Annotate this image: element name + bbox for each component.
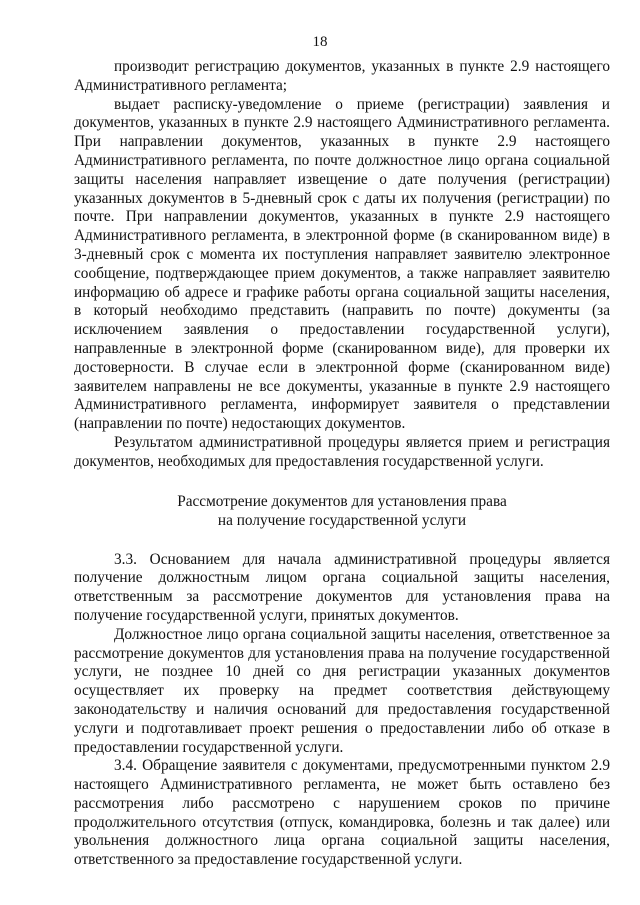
section-heading-line-2: на получение государственной услуги — [217, 511, 467, 529]
paragraph-3-4: 3.4. Обращение заявителя с документами, предусмотренными пунктом 2.9 настоящего Административного регламента, не может быть оставлено без рассмотрения либо рассмотрено с нарушением сроков по причине продолжительного отсутствия (отпуск, командировка, болезнь и так далее) или увольнения должностного лица органа социальной защиты населения, ответственного за предоставление государственной услуги. — [74, 757, 610, 869]
section-heading-line-1: Рассмотрение документов для установления права — [177, 492, 507, 510]
paragraph-result: Результатом административной процедуры является прием и регистрация документов, необходимых для предоставления государственной услуги. — [74, 433, 610, 470]
page-number: 18 — [312, 34, 328, 50]
paragraph-registration: производит регистрацию документов, указанных в пункте 2.9 настоящего Административного регламента; — [74, 58, 610, 94]
paragraph-review-official: Должностное лицо органа социальной защиты населения, ответственное за рассмотрение документов для установления права на получение государственной услуги, не позднее 10 дней со дня регистрации указанных документов осуществляет их проверку на предмет соответствия действующему законодательству и наличия оснований для предоставления государственной услуги и подготавливает проект решения о предоставлении либо об отказе в предоставлении государственной услуги. — [74, 625, 610, 756]
document-body — [74, 58, 610, 870]
spacer — [74, 530, 610, 551]
paragraph-receipt-notice: выдает расписку-уведомление о приеме (регистрации) заявления и документов, указанных в пункте 2.9 настоящего Административного регламента. При направлении документов, указанных в пункте 2.9 настоящего Административного регламента, по почте должностное лицо органа социальной защиты населения направляет извещение о дате получения (регистрации) указанных документов в 5-дневный срок с даты их получения (регистрации) по почте. При направлении документов, указанных в пункте 2.9 настоящего Административного регламента, в электронной форме (в сканированном виде) в 3-дневный срок с момента их поступления направляет заявителю электронное сообщение, подтверждающее прием документов, а также направляет заявителю информацию об адресе и графике работы органа социальной защиты населения, в который необходимо представить (направить по почте) документы (за исключением заявления о предоставлении государственной услуги), направленные в электронной форме (сканированном виде), для проверки их достоверности. В случае если в электронной форме (сканированном виде) заявителем направлены не все документы, указанные в пункте 2.9 настоящего Административного регламента, информирует заявителя о представлении (направлении по почте) недостающих документов. — [74, 95, 610, 433]
paragraph-3-3: 3.3. Основанием для начала административной процедуры является получение должностным лицом органа социальной защиты населения, ответственным за рассмотрение документов для установления права на получение государственной услуги, принятых документов. — [74, 550, 610, 624]
spacer — [74, 472, 610, 492]
section-heading — [74, 492, 610, 530]
